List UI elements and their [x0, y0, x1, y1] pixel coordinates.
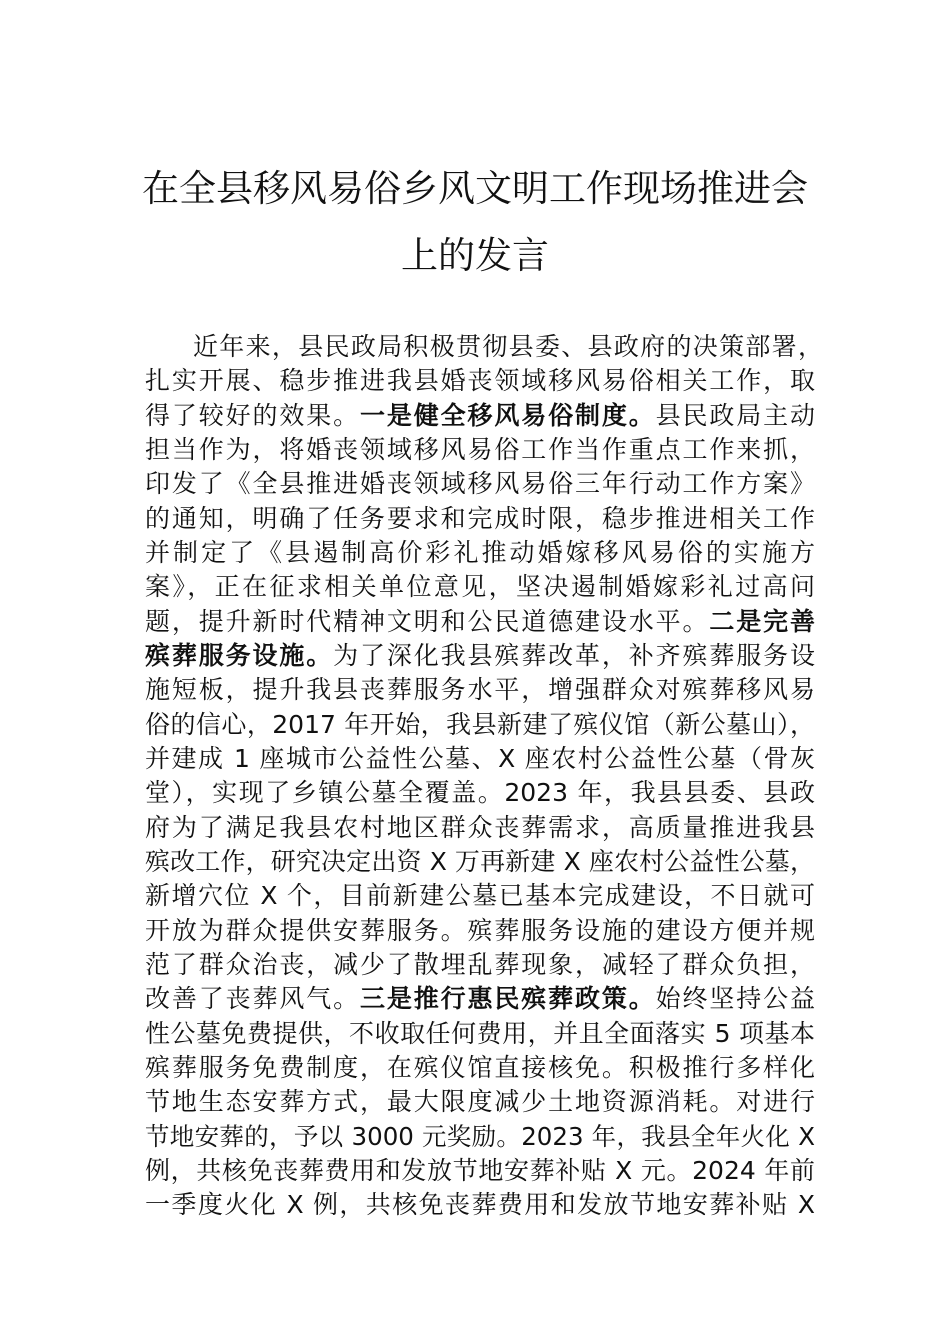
body-line: [145, 639, 815, 673]
body-line: [145, 364, 815, 398]
text-run: 殡葬服务免费制度，在殡仪馆直接核免。积极推行多样化: [145, 1053, 815, 1082]
body-line: [145, 1051, 815, 1085]
body-line: [145, 879, 815, 913]
text-run: 新增穴位 X 个，目前新建公墓已基本完成建设，不日就可: [145, 881, 815, 910]
body-line: [145, 776, 815, 810]
text-run: 为了深化我县殡葬改革，补齐殡葬服务设: [333, 641, 815, 670]
body-line: [145, 1154, 815, 1188]
section-heading-2-start: 二是完善: [709, 607, 815, 636]
body-line: [145, 1120, 815, 1154]
text-run: 题，提升新时代精神文明和公民道德建设水平。: [145, 607, 710, 636]
text-run: 近年来，县民政局积极贯彻县委、县政府的决策部署，: [193, 332, 823, 361]
text-run: 府为了满足我县农村地区群众丧葬需求，高质量推进我县: [145, 813, 815, 842]
body-line: [145, 673, 815, 707]
body-line: [145, 399, 815, 433]
text-run: 堂），实现了乡镇公墓全覆盖。2023 年，我县县委、县政: [145, 778, 815, 807]
text-run: 俗的信心，2017 年开始，我县新建了殡仪馆（新公墓山），: [145, 710, 815, 739]
text-run: 得了较好的效果。: [145, 401, 360, 430]
text-run: 施短板，提升我县丧葬服务水平，增强群众对殡葬移风易: [145, 675, 815, 704]
body-line: [145, 742, 815, 776]
body-line: [145, 845, 815, 879]
section-heading-3: 三是推行惠民殡葬政策。: [360, 984, 656, 1013]
section-heading-1: 一是健全移风易俗制度。: [360, 401, 656, 430]
text-run: 印发了《全县推进婚丧领域移风易俗三年行动工作方案》: [145, 469, 815, 498]
text-run: 改善了丧葬风气。: [145, 984, 360, 1013]
text-run: 节地安葬的，予以 3000 元奖励。2023 年，我县全年火化 X: [145, 1122, 815, 1151]
section-heading-2-end: 殡葬服务设施。: [145, 641, 334, 670]
text-run: 始终坚持公益: [655, 984, 815, 1013]
text-run: 县民政局主动: [655, 401, 815, 430]
text-run: 开放为群众提供安葬服务。殡葬服务设施的建设方便并规: [145, 916, 815, 945]
body-line: [145, 1085, 815, 1119]
text-run: 性公墓免费提供，不收取任何费用，并且全面落实 5 项基本: [145, 1019, 815, 1048]
body-line: [145, 570, 815, 604]
text-run: 扎实开展、稳步推进我县婚丧领域移风易俗相关工作，取: [145, 366, 815, 395]
text-run: 节地生态安葬方式，最大限度减少土地资源消耗。对进行: [145, 1087, 815, 1116]
body-line: [145, 467, 815, 501]
text-run: 并制定了《县遏制高价彩礼推动婚嫁移风易俗的实施方: [145, 538, 815, 567]
body-line: [145, 502, 815, 536]
document-title-line-1: 在全县移风易俗乡风文明工作现场推进会: [142, 167, 808, 210]
text-run: 担当作为，将婚丧领域移风易俗工作当作重点工作来抓，: [145, 435, 815, 464]
body-line: [145, 433, 815, 467]
text-run: 的通知，明确了任务要求和完成时限，稳步推进相关工作: [145, 504, 815, 533]
text-run: 案》，正在征求相关单位意见，坚决遏制婚嫁彩礼过高问: [145, 572, 815, 601]
document-title-line-2: 上的发言: [401, 234, 549, 277]
text-run: 并建成 1 座城市公益性公墓、X 座农村公益性公墓（骨灰: [145, 744, 815, 773]
body-line: [145, 914, 815, 948]
body-line: [145, 1017, 815, 1051]
body-line: [145, 948, 815, 982]
body-line: [145, 1188, 815, 1222]
body-line: [145, 982, 815, 1016]
text-run: 例，共核免丧葬费用和发放节地安葬补贴 X 元。2024 年前: [145, 1156, 815, 1185]
text-run: 一季度火化 X 例，共核免丧葬费用和发放节地安葬补贴 X: [145, 1190, 815, 1219]
text-run: 殡改工作，研究决定出资 X 万再新建 X 座农村公益性公墓，: [145, 847, 815, 876]
body-line: [145, 536, 815, 570]
body-line: [145, 605, 815, 639]
body-line: [145, 708, 815, 742]
body-line: [193, 330, 823, 364]
body-line: [145, 811, 815, 845]
text-run: 范了群众治丧，减少了散埋乱葬现象，减轻了群众负担，: [145, 950, 815, 979]
